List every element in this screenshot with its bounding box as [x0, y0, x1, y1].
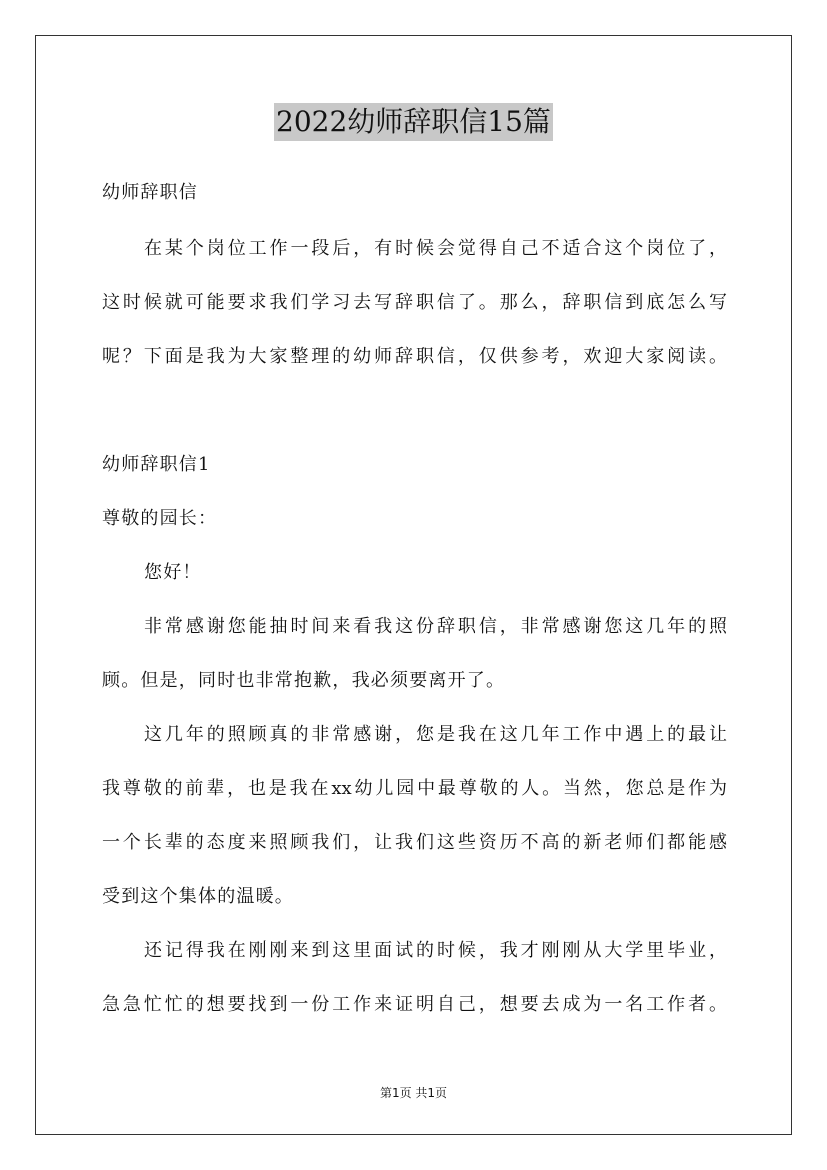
- paragraph-line: 这几年的照顾真的非常感谢，您是我在这几年工作中遇上的最让: [144, 724, 727, 745]
- paragraph-line: 顾。但是，同时也非常抱歉，我必须要离开了。: [102, 670, 506, 691]
- page-footer: 第1页 共1页: [379, 1086, 448, 1100]
- paragraph-line: 还记得我在刚刚来到这里面试的时候，我才刚刚从大学里毕业，: [144, 940, 727, 961]
- paragraph-line: 非常感谢您能抽时间来看我这份辞职信，非常感谢您这几年的照: [144, 616, 727, 637]
- letter-heading: 幼师辞职信1: [102, 454, 211, 475]
- paragraph-line: 急急忙忙的想要找到一份工作来证明自己，想要去成为一名工作者。: [102, 994, 727, 1015]
- paragraph-line: 受到这个集体的温暖。: [102, 886, 294, 907]
- salutation: 尊敬的园长：: [102, 508, 218, 529]
- paragraph-line: 在某个岗位工作一段后，有时候会觉得自己不适合这个岗位了，: [144, 238, 727, 259]
- greeting: 您好！: [144, 562, 202, 583]
- title-wrapper: [0, 103, 827, 141]
- paragraph-line: 呢？下面是我为大家整理的幼师辞职信，仅供参考，欢迎大家阅读。: [102, 346, 727, 367]
- section-heading: 幼师辞职信: [102, 182, 198, 203]
- document-title: 2022幼师辞职信15篇: [274, 103, 553, 141]
- paragraph-line: 这时候就可能要求我们学习去写辞职信了。那么，辞职信到底怎么写: [102, 292, 727, 313]
- paragraph-line: 一个长辈的态度来照顾我们，让我们这些资历不高的新老师们都能感: [102, 832, 727, 853]
- paragraph-line: 我尊敬的前辈，也是我在xx幼儿园中最尊敬的人。当然，您总是作为: [102, 778, 727, 799]
